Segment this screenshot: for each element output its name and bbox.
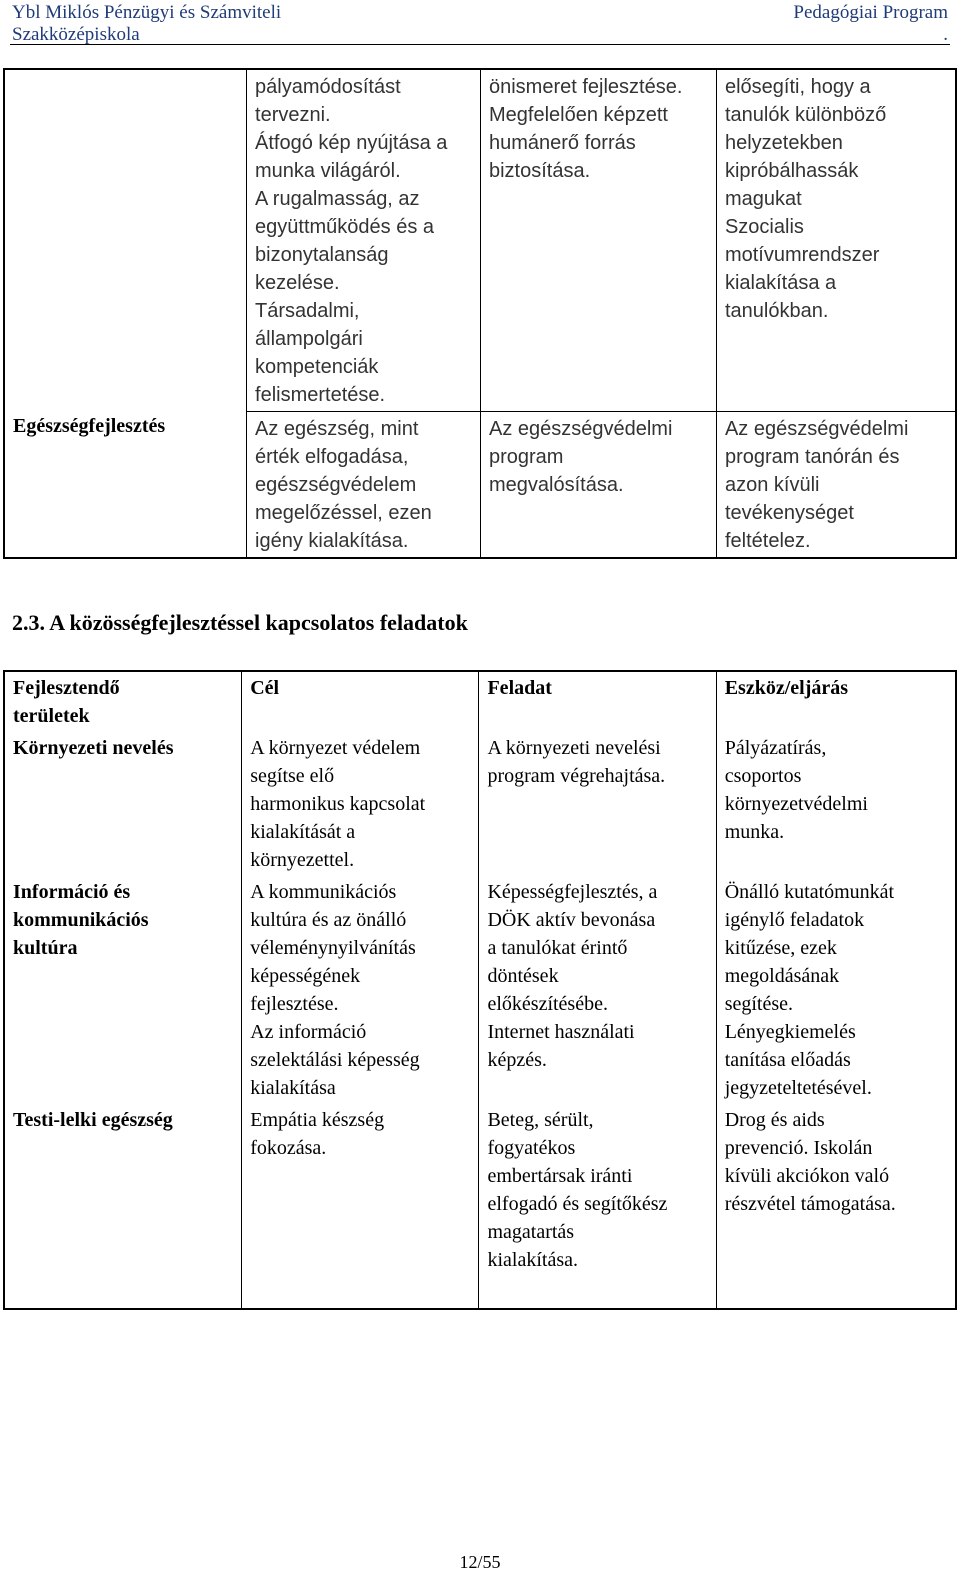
area-cell xyxy=(4,732,242,876)
table-row xyxy=(4,69,956,412)
school-name xyxy=(12,2,281,46)
task-text: A környezeti nevelési program végrehajtása. xyxy=(487,737,666,787)
document-title-line2: . xyxy=(943,24,948,45)
task-text: Képességfejlesztés, a DÖK aktív bevonása a tanulókat érintő döntések előkészítésébe. Internet használati képzés. xyxy=(487,881,658,1071)
goal-cell xyxy=(242,1104,479,1309)
section-heading: 2.3. A közösségfejlesztéssel kapcsolatos feladatok xyxy=(12,610,468,635)
goal-text: A környezet védelem segítse elő harmonikus kapcsolat kialakítását a környezettel. xyxy=(250,737,426,871)
document-title xyxy=(793,2,948,46)
tool-cell xyxy=(716,1104,956,1309)
column-header xyxy=(4,671,242,732)
goal-cell xyxy=(242,876,479,1104)
document-title-line1: Pedagógiai Program xyxy=(793,2,948,23)
tool-cell xyxy=(716,412,956,559)
column-header-goal: Cél xyxy=(250,677,280,699)
column-header-tool: Eszköz/eljárás xyxy=(724,677,849,699)
area-label: Egészségfejlesztés xyxy=(13,415,166,437)
table-row xyxy=(4,1104,956,1309)
goal-text: pályamódosítást tervezni. Átfogó kép nyújtása a munka világáról. A rugalmasság, az együttműködés és a bizonytalanság kezelése. Társadalmi, állampolgári kompetenciák felismertetése. xyxy=(255,76,448,406)
career-health-table xyxy=(3,68,957,559)
goal-text: Az egészség, mint érték elfogadása, egészségvédelem megelőzéssel, ezen igény kialakítása. xyxy=(255,418,432,552)
table-row xyxy=(4,732,956,876)
table-header-row xyxy=(4,671,956,732)
goal-cell xyxy=(242,732,479,876)
tool-text: elősegíti, hogy a tanulók különböző helyzetekben kipróbálhassák magukat Szocialis motívumrendszer kialakítása a tanulókban. xyxy=(724,76,887,322)
tool-cell xyxy=(716,732,956,876)
school-name-line2: Szakközépiskola xyxy=(12,24,140,45)
column-header xyxy=(716,671,956,732)
table-row xyxy=(4,876,956,1104)
tool-text: Önálló kutatómunkát igénylő feladatok kitűzése, ezek megoldásának segítése. Lényegkiemelés tanítása előadás jegyzeteltetésével. xyxy=(724,881,895,1099)
tool-text: Pályázatírás, csoportos környezetvédelmi munka. xyxy=(724,737,868,843)
task-cell xyxy=(479,876,716,1104)
goal-cell xyxy=(247,412,481,559)
task-text: Az egészségvédelmi program megvalósítása. xyxy=(488,418,673,496)
area-cell xyxy=(4,69,247,558)
tool-cell xyxy=(716,69,956,412)
page-number: 12/55 xyxy=(459,1552,501,1572)
area-text: Információ és kommunikációs kultúra xyxy=(13,881,149,959)
column-header xyxy=(479,671,716,732)
tool-cell xyxy=(716,876,956,1104)
area-text: Környezeti nevelés xyxy=(13,737,174,759)
task-cell xyxy=(480,412,716,559)
task-text: Beteg, sérült, fogyatékos embertársak iránti elfogadó és segítőkész magatartás kialakítása. xyxy=(487,1109,668,1271)
page-header xyxy=(10,2,950,45)
area-text: Testi-lelki egészség xyxy=(13,1109,173,1131)
school-name-line1: Ybl Miklós Pénzügyi és Számviteli xyxy=(12,2,282,23)
tool-text: Drog és aids prevenció. Iskolán kívüli akciókon való részvétel támogatása. xyxy=(724,1109,896,1215)
task-text: önismeret fejlesztése. Megfelelően képzett humánerő forrás biztosítása. xyxy=(488,76,683,182)
column-header-area: Fejlesztendő területek xyxy=(13,677,120,727)
column-header-task: Feladat xyxy=(487,677,552,699)
task-cell xyxy=(479,732,716,876)
goal-text: A kommunikációs kultúra és az önálló véleménynyilvánítás képességének fejlesztése. Az információ szelektálási képesség kialakítása xyxy=(250,881,420,1099)
area-cell xyxy=(4,876,242,1104)
area-cell xyxy=(4,1104,242,1309)
community-development-table xyxy=(3,670,957,1310)
task-cell xyxy=(480,69,716,412)
goal-text: Empátia készség fokozása. xyxy=(250,1109,385,1159)
tool-text: Az egészségvédelmi program tanórán és azon kívüli tevékenységet feltételez. xyxy=(724,418,909,552)
goal-cell xyxy=(247,69,481,412)
column-header xyxy=(242,671,479,732)
task-cell xyxy=(479,1104,716,1309)
